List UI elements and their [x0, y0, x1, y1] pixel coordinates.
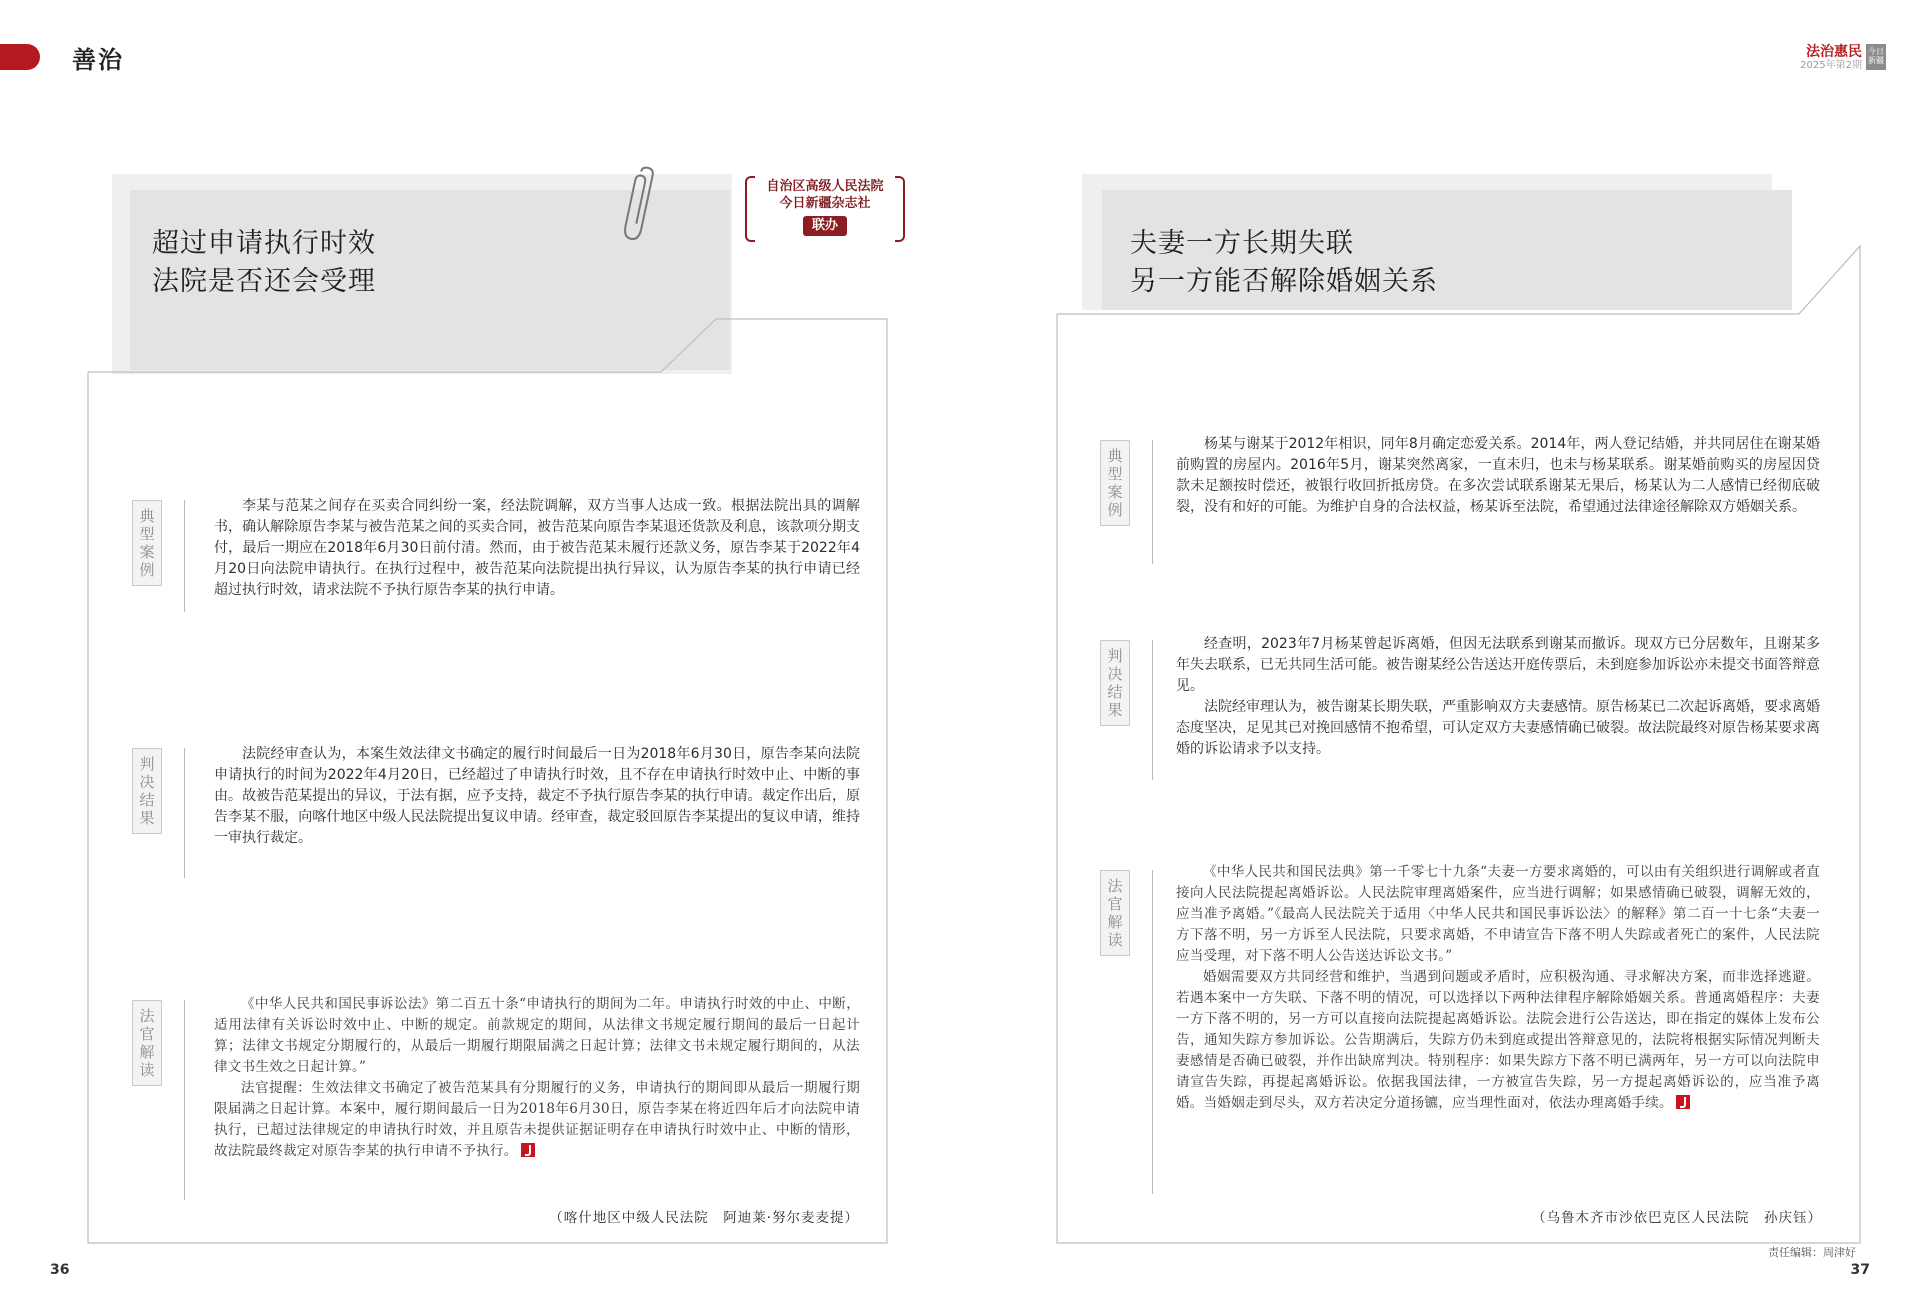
- co-organizer-stamp: [745, 176, 905, 244]
- right-law-paragraph-2: [1176, 967, 1820, 1114]
- right-law-paragraph-2-text: 婚姻需要双方共同经营和维护，当遇到问题或矛盾时，应积极沟通、寻求解决方案，而非选择逃避。若遇本案中一方失联、下落不明的情况，可以选择以下两种法律程序解除婚姻关系。普通离婚程序：夫妻一方下落不明的，另一方可以直接向法院提起离婚诉讼。法院会进行公告送达，即在指定的媒体上发布公告，通知失踪方参加诉讼。公告期满后，失踪方仍未到庭或提出答辩意见的，法院将根据实际情况判断夫妻感情是否确已破裂，并作出缺席判决。特别程序：如果失踪方下落不明已满两年，另一方可以向法院申请宣告失踪，再提起离婚诉讼。依据我国法律，一方被宣告失踪，另一方提起离婚诉讼的，应当准予离婚。当婚姻走到尽头，双方若决定分道扬镳，应当理性面对，依法办理离婚手续。: [1176, 969, 1820, 1111]
- brand-issue: 2025年第2期: [1800, 60, 1862, 71]
- label-char: 例: [139, 561, 155, 579]
- left-headline: [152, 225, 376, 301]
- magazine-brand: [1800, 44, 1862, 72]
- label-char: 官: [1107, 895, 1123, 913]
- brand-logo: 今日新疆: [1866, 44, 1886, 70]
- label-char: 解: [139, 1043, 155, 1061]
- label-char: 果: [139, 809, 155, 827]
- label-char: 案: [139, 543, 155, 561]
- article-end-icon: [1676, 1095, 1690, 1109]
- section-title: 善治: [72, 45, 124, 74]
- stamp-line2: 今日新疆杂志社: [779, 196, 871, 211]
- label-char: 例: [1107, 501, 1123, 519]
- right-case-divider: [1152, 440, 1162, 564]
- left-judgment-label: [132, 748, 162, 834]
- left-law-text: [214, 994, 860, 1162]
- right-judgment-divider: [1152, 640, 1162, 780]
- left-page-number: 36: [50, 1262, 70, 1278]
- label-char: 官: [139, 1025, 155, 1043]
- left-case-paragraph: 李某与范某之间存在买卖合同纠纷一案，经法院调解，双方当事人达成一致。根据法院出具的调解书，确认解除原告李某与被告范某之间的买卖合同，被告范某向原告李某退还货款及利息，该款项分期支付，最后一期应在2018年6月30日前付清。然而，由于被告范某未履行还款义务，原告李某于2022年4月20日向法院申请执行。在执行过程中，被告范某向法院提出执行异议，认为原告李某的执行申请已经超过执行时效，请求法院不予执行原告李某的执行申请。: [214, 498, 860, 598]
- left-judgment-divider: [184, 748, 194, 878]
- right-headline-line2: 另一方能否解除婚姻关系: [1130, 266, 1438, 297]
- right-law-text: [1176, 862, 1820, 1114]
- right-case-paragraph: 杨某与谢某于2012年相识，同年8月确定恋爱关系。2014年，两人登记结婚，并共同居住在谢某婚前购置的房屋内。2016年5月，谢某突然离家，一直未归，也未与杨某联系。谢某婚前购买的房屋因贷款未足额按时偿还，被银行收回折抵房贷。在多次尝试联系谢某无果后，杨某认为二人感情已经彻底破裂，没有和好的可能。为维护自身的合法权益，杨某诉至法院，希望通过法律途径解除双方婚姻关系。: [1176, 436, 1820, 515]
- right-page-number: 37: [1850, 1262, 1870, 1278]
- left-judgment-paragraph: 法院经审查认为，本案生效法律文书确定的履行时间最后一日为2018年6月30日，原告李某向法院申请执行的时间为2022年4月20日，已经超过了申请执行时效，且不存在申请执行时效中止、中断的事由。故被告范某提出的异议，于法有据，应予支持，裁定不予执行原告李某的执行申请。裁定作出后，原告李某不服，向喀什地区中级人民法院提出复议申请。经审查，裁定驳回原告李某提出的复议申请，维持一审执行裁定。: [214, 746, 860, 846]
- right-headline: [1130, 225, 1438, 301]
- left-case-text: [214, 496, 860, 601]
- label-char: 读: [1107, 931, 1123, 949]
- responsible-editor: 责任编辑：周津好: [1768, 1246, 1856, 1259]
- right-law-label: [1100, 870, 1130, 956]
- stamp-line1: 自治区高级人民法院: [766, 179, 884, 194]
- label-char: 型: [139, 525, 155, 543]
- right-law-paragraph-1: 《中华人民共和国民法典》第一千零七十九条“夫妻一方要求离婚的，可以由有关组织进行调解或者直接向人民法院提起离婚诉讼。人民法院审理离婚案件，应当进行调解；如果感情确已破裂，调解无效的，应当准予离婚。”《最高人民法院关于适用〈中华人民共和国民事诉讼法〉的解释》第二百一十七条“夫妻一方下落不明，另一方诉至人民法院，只要求离婚，不申请宣告下落不明人失踪或者死亡的案件，人民法院应当受理，对下落不明人公告送达诉讼文书。”: [1176, 864, 1820, 964]
- left-judgment-text: [214, 744, 860, 849]
- right-case-text: [1176, 434, 1820, 518]
- label-char: 果: [1107, 701, 1123, 719]
- article-end-icon: [521, 1143, 535, 1157]
- left-law-paragraph-2: [214, 1078, 860, 1162]
- left-law-paragraph-2-text: 法官提醒：生效法律文书确定了被告范某具有分期履行的义务，申请执行的期间即从最后一期履行期限届满之日起计算。本案中，履行期间最后一日为2018年6月30日，原告李某在将近四年后才向法院申请执行，已超过法律规定的申请执行时效，并且原告未提供证据证明存在申请执行时效中止、中断的情形，故法院最终裁定对原告李某的执行申请不予执行。: [214, 1080, 860, 1159]
- label-char: 法: [1107, 877, 1123, 895]
- label-char: 案: [1107, 483, 1123, 501]
- label-char: 决: [1107, 665, 1123, 683]
- section-marker: [0, 44, 40, 70]
- label-char: 法: [139, 1007, 155, 1025]
- left-law-paragraph-1: 《中华人民共和国民事诉讼法》第二百五十条“申请执行的期间为二年。申请执行时效的中止、中断，适用法律有关诉讼时效中止、中断的规定。前款规定的期间，从法律文书规定履行期间的最后一日起计算；法律文书规定分期履行的，从最后一期履行期限届满之日起计算；法律文书未规定履行期间的，从法律文书生效之日起计算。”: [214, 996, 860, 1075]
- left-case-label: [132, 500, 162, 586]
- stamp-badge: 联办: [803, 216, 847, 236]
- label-char: 典: [139, 507, 155, 525]
- label-char: 判: [1107, 647, 1123, 665]
- label-char: 解: [1107, 913, 1123, 931]
- label-char: 结: [139, 791, 155, 809]
- right-headline-line1: 夫妻一方长期失联: [1130, 228, 1354, 259]
- right-case-label: [1100, 440, 1130, 526]
- paperclip-icon: [620, 166, 660, 246]
- brand-name: 法治惠民: [1806, 44, 1862, 60]
- label-char: 结: [1107, 683, 1123, 701]
- right-judgment-paragraph-1: 经查明，2023年7月杨某曾起诉离婚，但因无法联系到谢某而撤诉。现双方已分居数年，且谢某多年失去联系，已无共同生活可能。被告谢某经公告送达开庭传票后，未到庭参加诉讼亦未提交书面答辩意见。: [1176, 636, 1820, 694]
- left-headline-line2: 法院是否还会受理: [152, 266, 376, 297]
- right-law-divider: [1152, 870, 1162, 1194]
- label-char: 决: [139, 773, 155, 791]
- right-judgment-text: [1176, 634, 1820, 760]
- right-judgment-paragraph-2: 法院经审理认为，被告谢某长期失联，严重影响双方夫妻感情。原告杨某已二次起诉离婚，要求离婚态度坚决，足见其已对挽回感情不抱希望，可认定双方夫妻感情确已破裂。故法院最终对原告杨某要求离婚的诉讼请求予以支持。: [1176, 699, 1820, 757]
- right-judgment-label: [1100, 640, 1130, 726]
- label-char: 典: [1107, 447, 1123, 465]
- left-byline: （喀什地区中级人民法院 阿迪莱·努尔麦麦提）: [549, 1210, 859, 1226]
- label-char: 型: [1107, 465, 1123, 483]
- label-char: 读: [139, 1061, 155, 1079]
- left-case-divider: [184, 500, 194, 612]
- left-headline-line1: 超过申请执行时效: [152, 228, 376, 259]
- left-law-divider: [184, 1000, 194, 1200]
- left-law-label: [132, 1000, 162, 1086]
- right-byline: （乌鲁木齐市沙依巴克区人民法院 孙庆钰）: [1532, 1210, 1822, 1226]
- label-char: 判: [139, 755, 155, 773]
